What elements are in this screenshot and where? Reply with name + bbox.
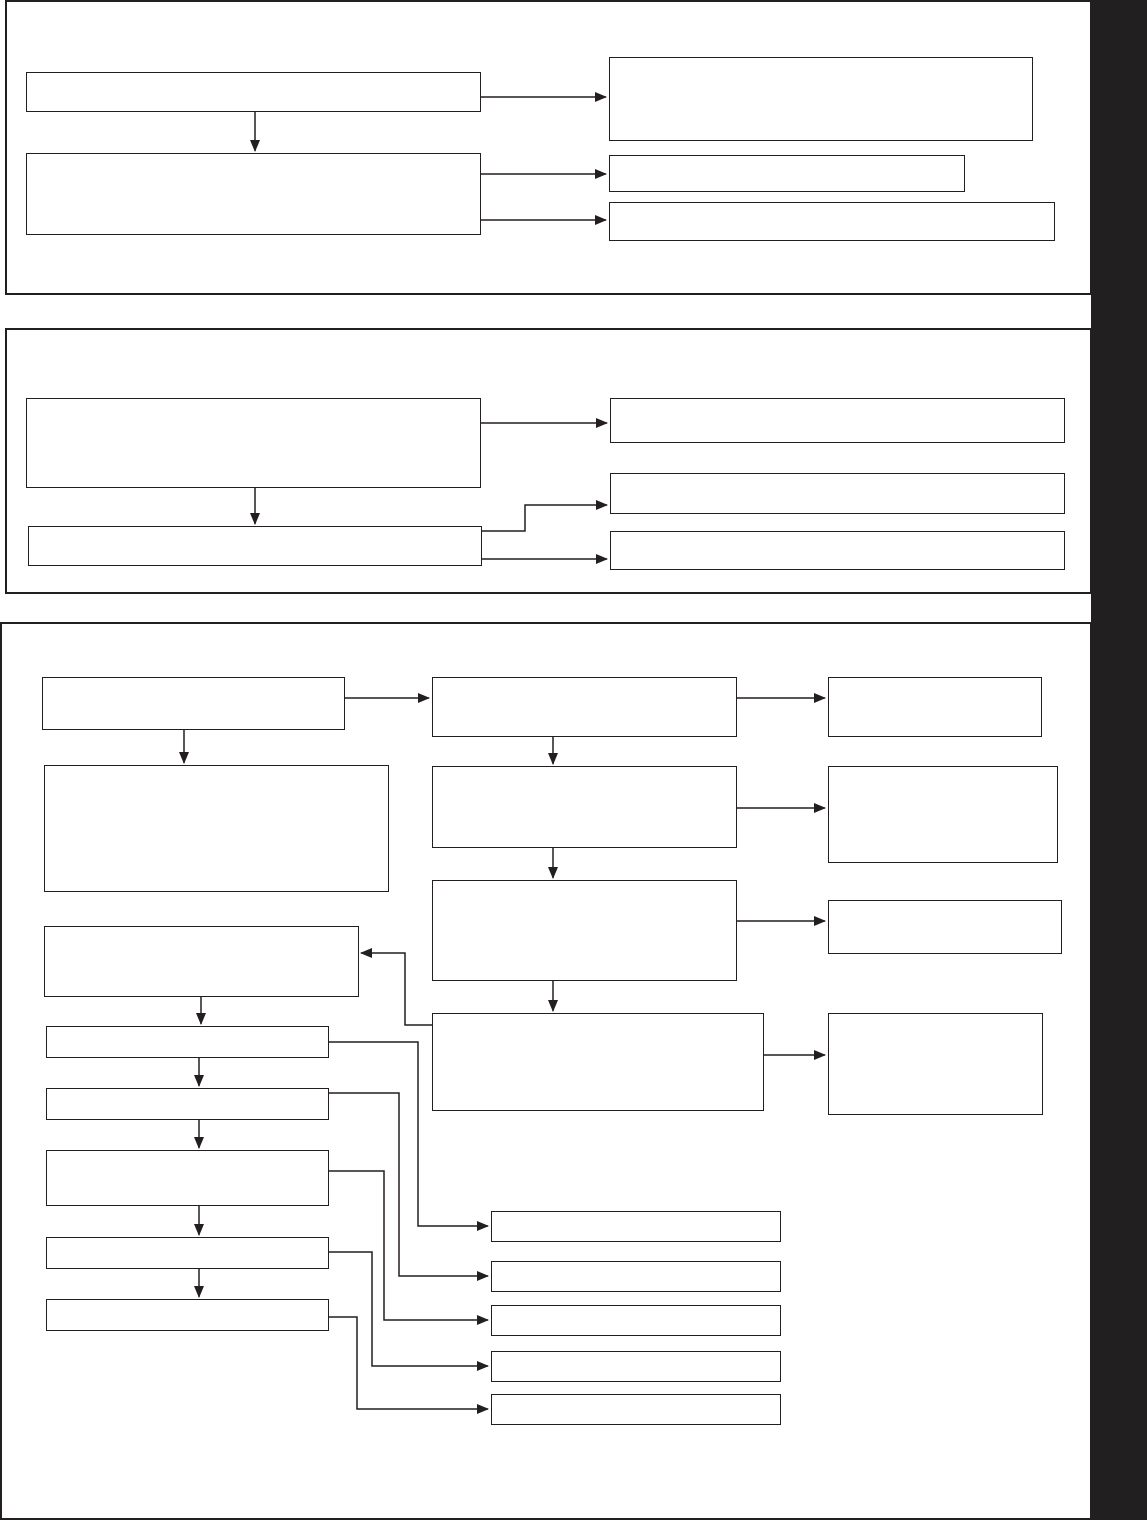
p3-arrow-mid-4-to-merge (361, 953, 432, 1025)
p3-arrow-step-5-to-outcome-5 (329, 1317, 488, 1409)
p3-arrow-step-3-to-outcome-3 (329, 1171, 488, 1320)
p3-arrow-step-1-to-outcome-1 (329, 1042, 488, 1226)
p3-arrow-step-2-to-outcome-2 (329, 1093, 488, 1276)
p2-arrow-to-outcome-2 (482, 505, 607, 531)
p3-arrow-step-4-to-outcome-4 (329, 1252, 488, 1366)
